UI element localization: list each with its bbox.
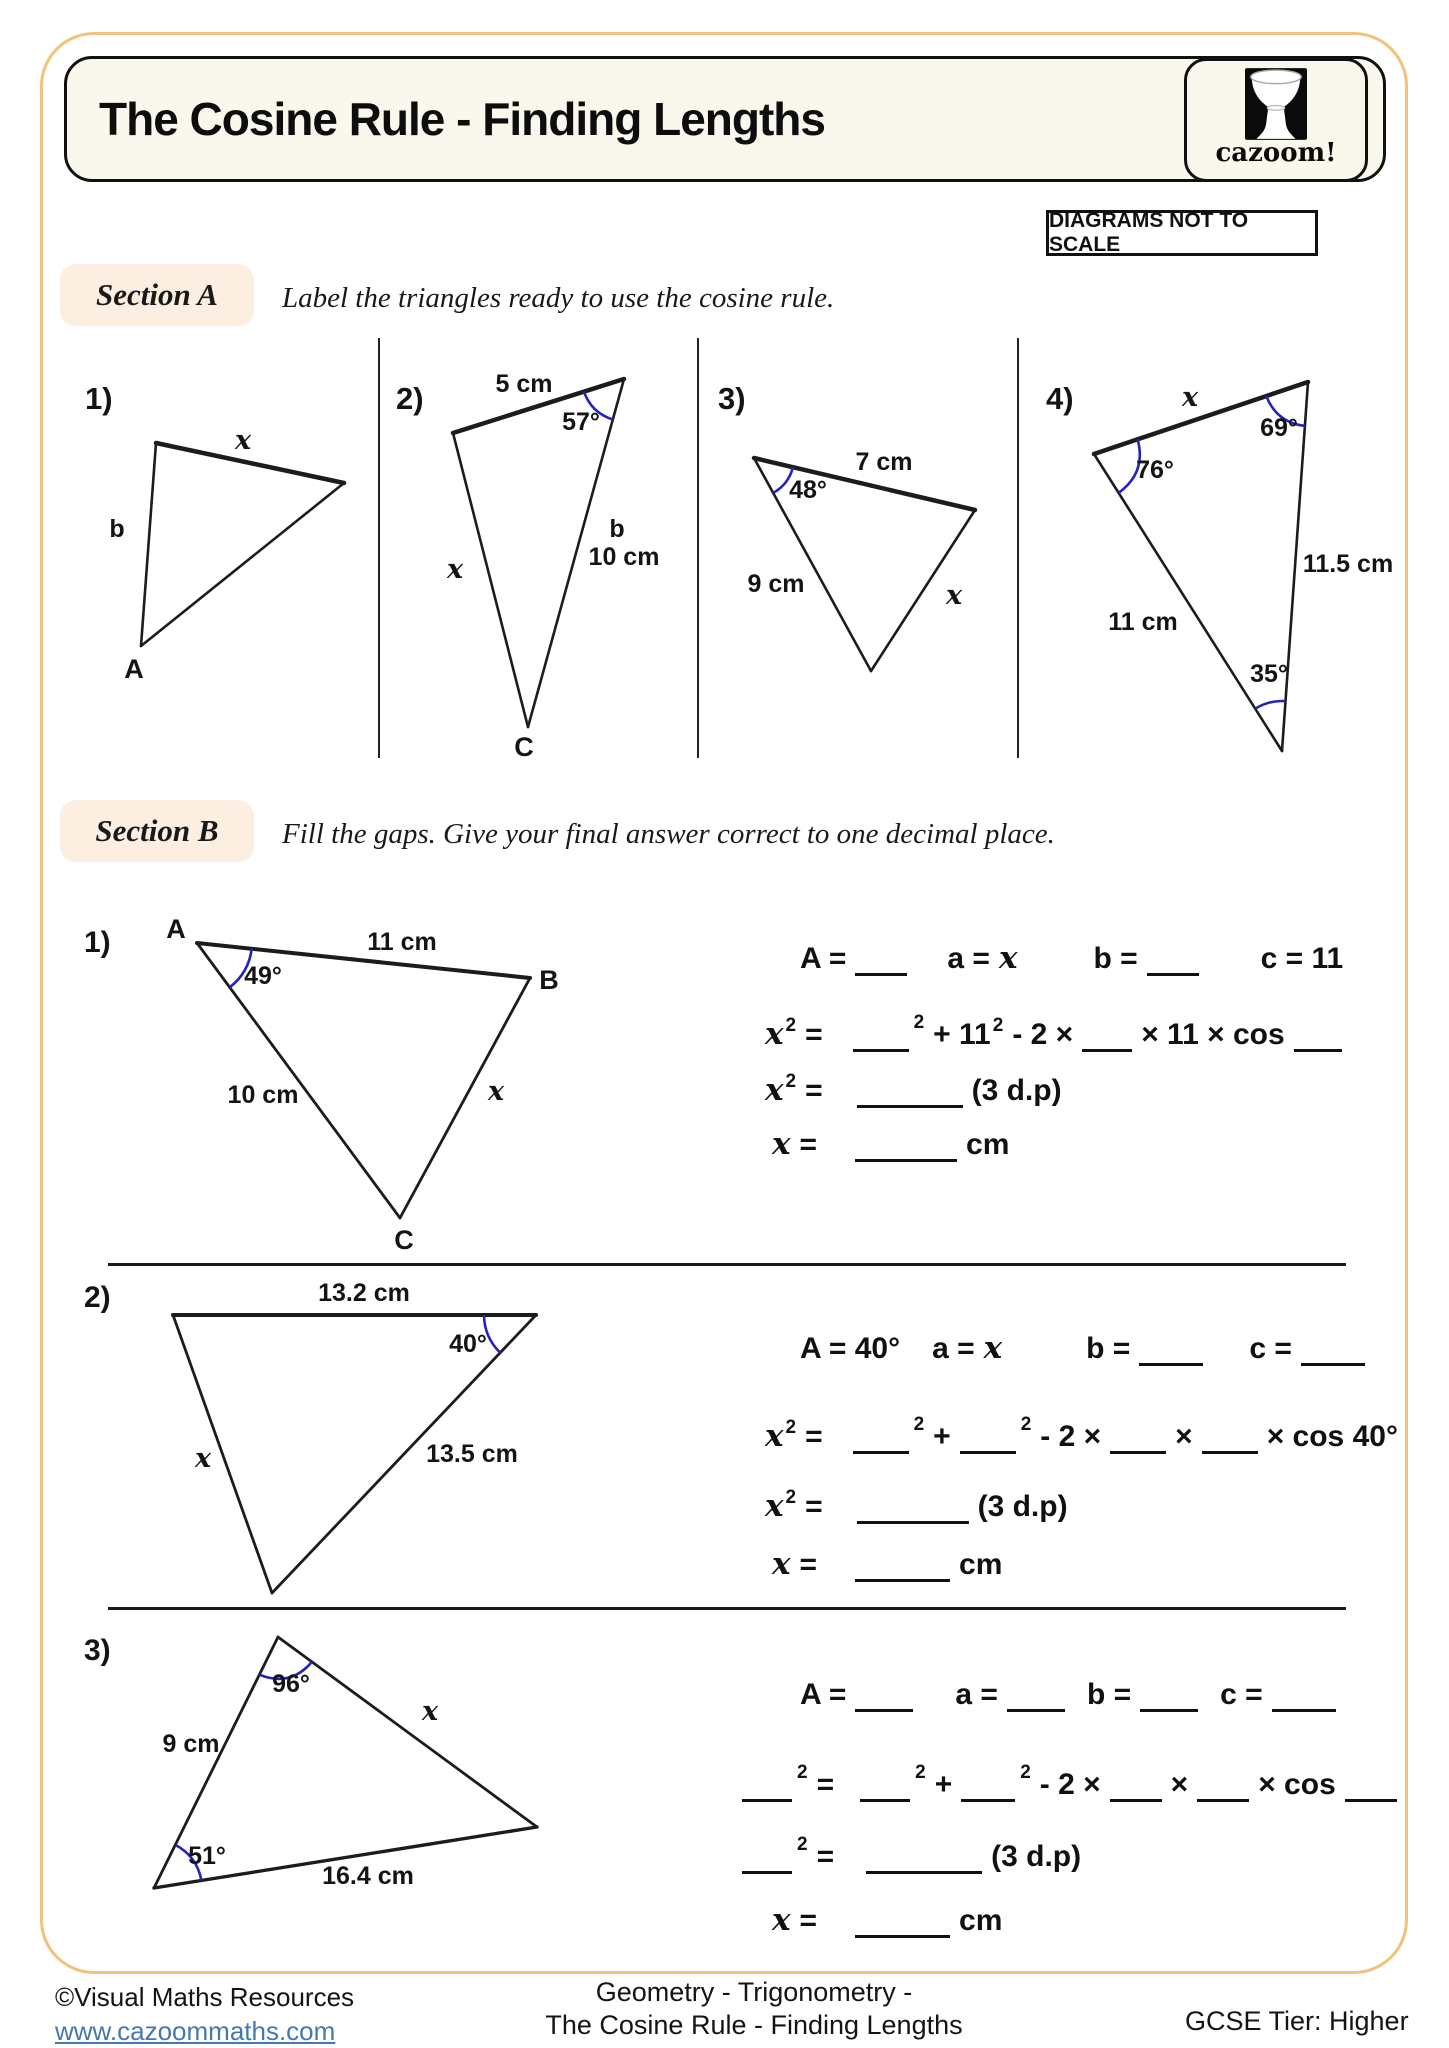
side-label: 10 cm — [227, 1081, 299, 1109]
equation-row — [800, 1678, 1336, 1712]
superscript: 2 — [785, 1487, 797, 1508]
spacer — [843, 1865, 857, 1866]
side-label: 13.2 cm — [318, 1279, 410, 1307]
equation-text: = — [816, 1840, 835, 1873]
angle-label: 96° — [272, 1670, 310, 1698]
angle-arc — [1255, 701, 1285, 709]
superscript: 2 — [785, 1417, 797, 1438]
equation-text: b = — [1086, 1332, 1131, 1365]
footer-topic — [404, 1976, 1104, 2042]
answer-blank — [855, 973, 907, 977]
triangle-edge — [400, 978, 530, 1218]
triangle-edge — [173, 1315, 272, 1593]
superscript: 2 — [785, 1071, 797, 1092]
variable-x: x — [765, 1016, 784, 1052]
equation-row — [772, 1546, 1002, 1582]
side-label: x — [446, 554, 464, 585]
section-b-label-text: Section B — [95, 813, 219, 848]
equation-text: a = — [947, 942, 990, 975]
equation-text: × 11 × cos — [1141, 1018, 1285, 1051]
answer-blank — [1147, 973, 1199, 977]
answer-blank — [1301, 1363, 1365, 1367]
spacer — [916, 967, 938, 968]
answer-blank — [1110, 1451, 1166, 1455]
side-label: b — [109, 515, 125, 543]
side-label: 11.5 cm — [1302, 550, 1394, 578]
equation-text: b = — [1093, 942, 1138, 975]
answer-blank — [855, 1579, 950, 1583]
vertex-label: C — [394, 1225, 414, 1255]
side-label: x — [421, 1696, 439, 1727]
spacer — [826, 1153, 846, 1154]
answer-blank — [1202, 1451, 1258, 1455]
angle-label: 48° — [789, 476, 827, 504]
side-label: 5 cm — [495, 370, 553, 398]
equation-row — [765, 1414, 1398, 1454]
side-label: x — [945, 580, 963, 611]
brand-logo — [1184, 58, 1368, 182]
equation-text: = — [799, 1904, 818, 1937]
variable-x: x — [765, 1418, 784, 1454]
superscript: 2 — [785, 1015, 797, 1036]
triangle-edge — [141, 443, 156, 646]
tier-label: GCSE Tier: Higher — [1185, 2006, 1409, 2036]
problem-number: 3) — [718, 381, 746, 416]
variable-x: x — [983, 1330, 1003, 1366]
superscript: 2 — [913, 1414, 925, 1435]
answer-blank — [853, 1451, 909, 1455]
problem-number: 2) — [396, 381, 424, 416]
triangle-edge — [1094, 454, 1282, 751]
equation-row — [742, 1762, 1397, 1802]
side-label: x — [1181, 382, 1199, 413]
problem-separator — [108, 1263, 1346, 1266]
section-b-problem-2-diagram — [60, 1270, 660, 1610]
side-label: 10 cm — [588, 543, 660, 571]
superscript: 2 — [797, 1762, 808, 1783]
brand-name: cazoom! — [1215, 138, 1337, 168]
equation-text: cm — [966, 1128, 1010, 1161]
problem-number: 1) — [84, 926, 111, 959]
section-a-label-text: Section A — [95, 277, 218, 312]
equation-text: + — [933, 1420, 951, 1453]
equation-text: = — [805, 1074, 823, 1107]
section-b-problem-1-diagram — [60, 900, 620, 1270]
answer-blank — [1110, 1799, 1162, 1803]
equation-text: - 2 × — [1039, 1768, 1101, 1801]
equation-text: A = — [800, 1678, 847, 1711]
variable-x: x — [998, 940, 1018, 976]
vertex-label: A — [124, 654, 144, 684]
angle-label: 40° — [449, 1330, 487, 1358]
angle-label: 49° — [244, 962, 282, 990]
angle-label: 51° — [188, 1842, 226, 1870]
equation-row — [772, 1902, 1002, 1938]
answer-blank — [855, 1709, 913, 1713]
spacer — [1208, 967, 1252, 968]
equation-row — [765, 1488, 1068, 1524]
equation-text: = — [799, 1128, 818, 1161]
angle-label: 76° — [1136, 456, 1174, 484]
section-a-instruction: Label the triangles ready to use the cosine rule. — [282, 282, 835, 314]
equation-text: = — [805, 1420, 823, 1453]
equation-text: cm — [959, 1548, 1003, 1581]
equation-text: c = 11 — [1260, 942, 1344, 975]
equation-row — [742, 1834, 1082, 1874]
spacer — [1207, 1703, 1211, 1704]
spacer — [832, 1099, 848, 1100]
problem-number: 2) — [84, 1281, 111, 1314]
variable-x: x — [772, 1546, 791, 1582]
equation-text: A = — [800, 942, 847, 975]
side-label: 16.4 cm — [322, 1862, 414, 1890]
side-label: 7 cm — [855, 448, 913, 476]
equation-text: b = — [1086, 1678, 1132, 1711]
equation-text: (3 d.p) — [971, 1074, 1062, 1107]
superscript: 2 — [1020, 1762, 1031, 1783]
side-label: 11 cm — [367, 928, 437, 956]
equation-text: - 2 × — [1040, 1420, 1102, 1453]
angle-label: 69° — [1260, 414, 1298, 442]
side-label: x — [487, 1076, 505, 1107]
equation-text: × cos 40° — [1266, 1420, 1398, 1453]
equation-row — [772, 1126, 1009, 1162]
side-label: b — [609, 515, 625, 543]
equation-text: a = — [932, 1332, 975, 1365]
equation-text: = — [816, 1768, 835, 1801]
answer-blank — [855, 1159, 957, 1163]
topic-line-2: The Cosine Rule - Finding Lengths — [545, 2010, 963, 2040]
superscript: 2 — [915, 1762, 926, 1783]
side-label: 11 cm — [1108, 608, 1178, 636]
equation-text: A = 40° — [800, 1332, 901, 1365]
answer-blank — [853, 1049, 909, 1053]
problem-number: 1) — [85, 381, 113, 416]
equation-text: a = — [955, 1678, 998, 1711]
spacer — [922, 1703, 946, 1704]
spacer — [1212, 1357, 1240, 1358]
footer-copyright-block — [55, 1982, 354, 2047]
triangle-edge — [278, 1637, 537, 1827]
spacer — [832, 1445, 844, 1446]
section-b-label — [60, 800, 254, 862]
equation-text: (3 d.p) — [991, 1840, 1082, 1873]
answer-blank — [857, 1105, 963, 1109]
superscript: 2 — [1020, 1414, 1032, 1435]
answer-blank — [742, 1871, 792, 1875]
equation-text: × — [1170, 1768, 1189, 1801]
equation-row — [800, 940, 1343, 976]
variable-x: x — [765, 1072, 784, 1108]
triangle-edge — [453, 433, 528, 727]
djembe-drum-icon — [1245, 68, 1307, 140]
answer-blank — [1082, 1049, 1132, 1053]
vertex-label: A — [166, 914, 186, 944]
variable-x: x — [772, 1126, 791, 1162]
side-label: x — [234, 425, 252, 456]
spacer — [843, 1793, 851, 1794]
superscript: 2 — [913, 1012, 925, 1033]
spacer — [832, 1515, 848, 1516]
superscript: 2 — [797, 1834, 808, 1855]
problem-separator — [108, 1607, 1346, 1610]
answer-blank — [1294, 1049, 1342, 1053]
section-a-diagrams — [0, 330, 1449, 790]
equation-text: × cos — [1258, 1768, 1336, 1801]
equation-row — [800, 1330, 1365, 1366]
side-label: 9 cm — [747, 570, 805, 598]
equation-row — [765, 1012, 1342, 1052]
answer-blank — [1197, 1799, 1249, 1803]
website-link[interactable]: www.cazoommaths.com — [55, 2016, 336, 2046]
answer-blank — [1345, 1799, 1397, 1803]
section-a-problem-4-diagram — [1046, 381, 1393, 751]
equation-text: = — [799, 1548, 818, 1581]
equation-text: c = — [1249, 1332, 1292, 1365]
answer-blank — [1272, 1709, 1336, 1713]
answer-blank — [860, 1799, 910, 1803]
answer-blank — [857, 1521, 969, 1525]
section-a-problem-1-diagram — [85, 381, 344, 684]
equation-text: × — [1175, 1420, 1193, 1453]
answer-blank — [961, 1799, 1015, 1803]
angle-label: 35° — [1250, 660, 1288, 688]
problem-number: 3) — [84, 1634, 111, 1667]
equation-text: - 2 × — [1012, 1018, 1074, 1051]
variable-x: x — [772, 1902, 791, 1938]
section-b-problem-3-diagram — [60, 1620, 660, 1950]
variable-x: x — [765, 1488, 784, 1524]
superscript: 2 — [992, 1015, 1004, 1036]
problem-number: 4) — [1046, 381, 1074, 416]
angle-label: 57° — [562, 408, 600, 436]
vertex-label: B — [539, 965, 559, 995]
spacer — [826, 1573, 846, 1574]
equation-text: cm — [959, 1904, 1003, 1937]
equation-row — [765, 1072, 1062, 1108]
answer-blank — [742, 1799, 792, 1803]
answer-blank — [1139, 1363, 1203, 1367]
side-label: 13.5 cm — [426, 1440, 518, 1468]
side-label: 9 cm — [162, 1730, 220, 1758]
equation-text: (3 d.p) — [977, 1490, 1068, 1523]
spacer — [1011, 1357, 1077, 1358]
scale-note: DIAGRAMS NOT TO SCALE — [1046, 210, 1318, 256]
equation-text: = — [805, 1018, 823, 1051]
spacer — [826, 1929, 846, 1930]
answer-blank — [1140, 1709, 1198, 1713]
page-title: The Cosine Rule - Finding Lengths — [99, 93, 825, 145]
section-a-problem-3-diagram — [718, 381, 975, 671]
spacer — [832, 1043, 844, 1044]
answer-blank — [855, 1935, 950, 1939]
answer-blank — [960, 1451, 1016, 1455]
triangle-edge — [141, 483, 344, 646]
equation-text: + — [934, 1768, 953, 1801]
section-a-label — [60, 264, 254, 326]
vertex-label: C — [514, 732, 534, 762]
spacer — [1074, 1703, 1078, 1704]
copyright-text: ©Visual Maths Resources — [55, 1982, 355, 2012]
equation-text: + 11 — [933, 1018, 991, 1051]
spacer — [1026, 967, 1084, 968]
section-b-instruction: Fill the gaps. Give your final answer correct to one decimal place. — [282, 818, 1055, 850]
spacer — [909, 1357, 923, 1358]
side-label: x — [194, 1443, 212, 1474]
section-a-problem-2-diagram — [396, 370, 659, 762]
answer-blank — [866, 1871, 982, 1875]
topic-line-1: Geometry - Trigonometry - — [595, 1977, 913, 2007]
equation-text: = — [805, 1490, 823, 1523]
equation-text: c = — [1220, 1678, 1263, 1711]
answer-blank — [1007, 1709, 1065, 1713]
